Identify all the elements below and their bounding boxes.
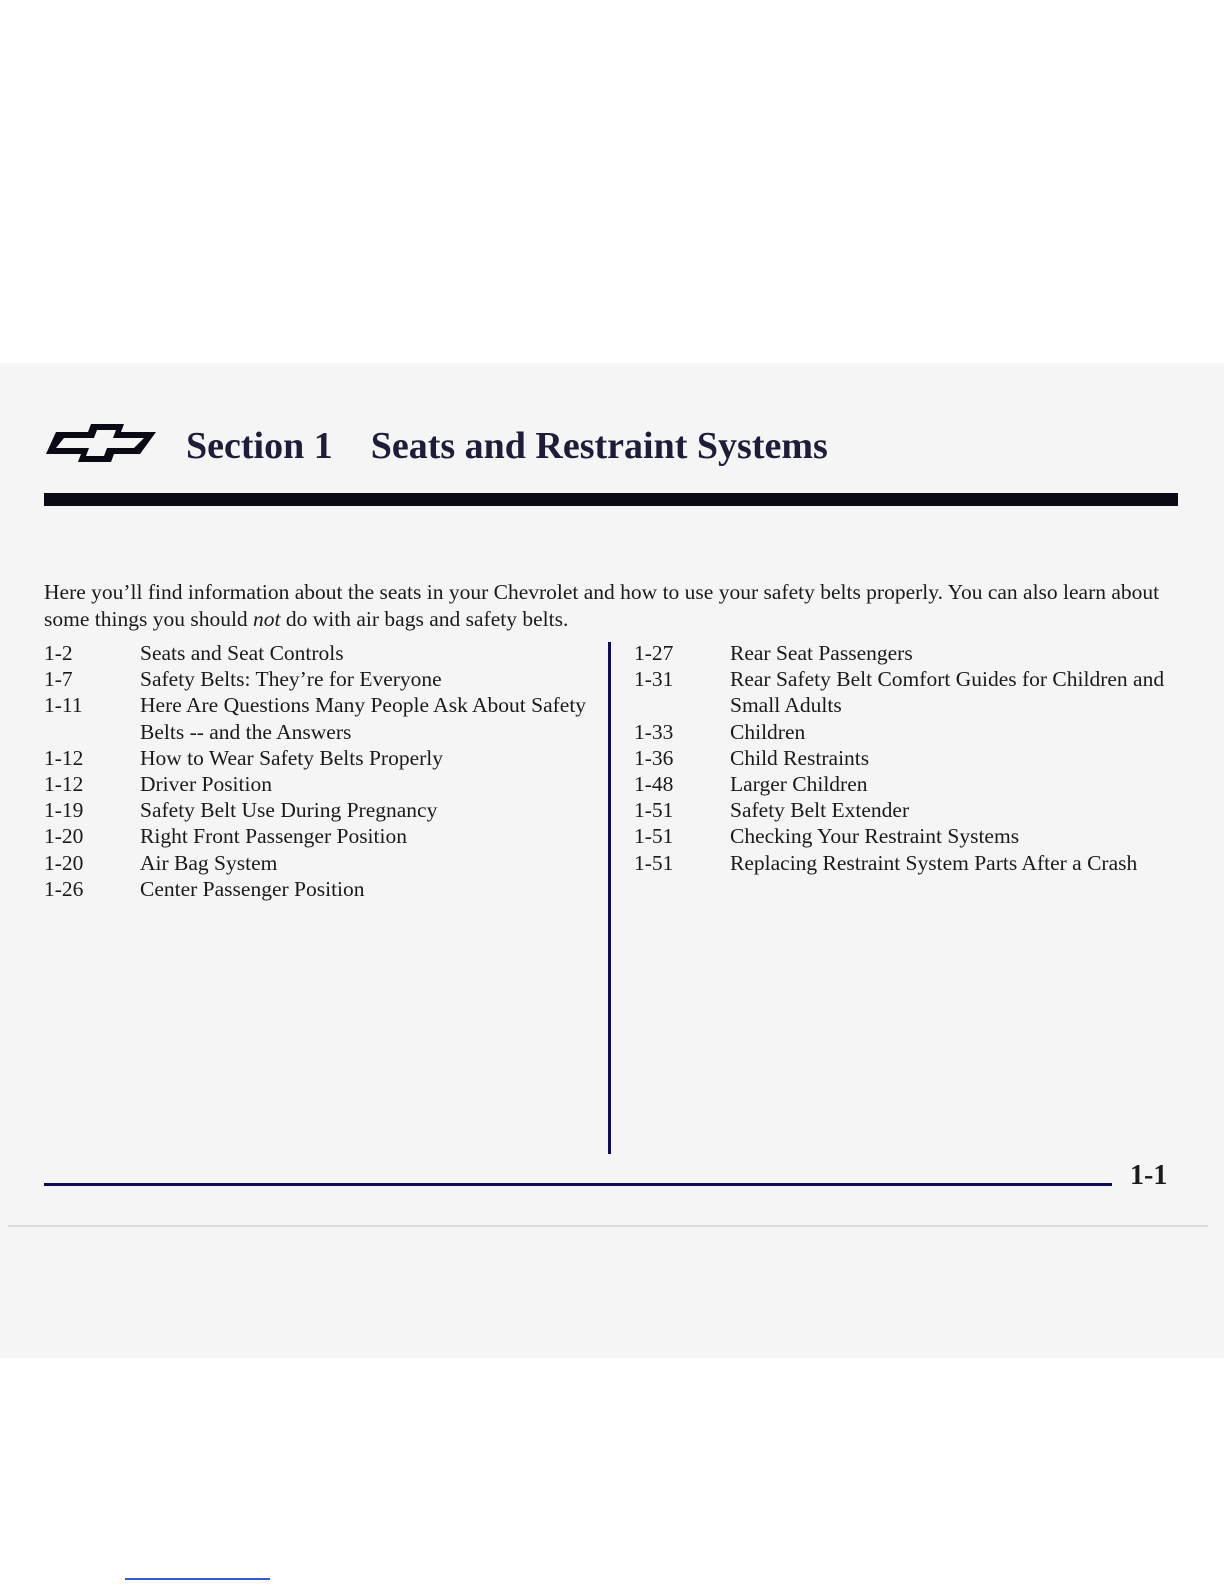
footer-rule (44, 1183, 1112, 1186)
toc-entry[interactable] (44, 692, 604, 744)
toc-entry-title: Checking Your Restraint Systems (730, 824, 1020, 849)
toc-page-number: 1-2 (44, 641, 73, 665)
intro-emphasis: not (253, 606, 281, 631)
toc-entry[interactable] (634, 666, 1194, 718)
title-rule (44, 493, 1178, 506)
section-header (44, 418, 828, 474)
toc-entry-title: Rear Seat Passengers (730, 641, 913, 665)
toc-entry[interactable] (44, 640, 604, 666)
toc-entry-title: Larger Children (730, 772, 868, 797)
toc-page-number: 1-20 (44, 850, 84, 875)
toc-page-number: 1-12 (44, 772, 84, 797)
chevrolet-bowtie-icon (44, 422, 158, 470)
toc-entry[interactable] (634, 850, 1194, 876)
toc-entry-title: Replacing Restraint System Parts After a Crash (730, 850, 1138, 875)
toc-entry-title: Safety Belt Use During Pregnancy (140, 798, 438, 823)
toc-entry[interactable] (44, 771, 604, 797)
column-divider (608, 642, 611, 1154)
toc-left-column (44, 640, 604, 902)
link-underline (125, 1578, 270, 1580)
toc-entry-title: Here Are Questions Many People Ask About Safety Belts -- and the Answers (140, 693, 587, 744)
toc-page-number: 1-51 (634, 798, 674, 823)
toc-entry-title: How to Wear Safety Belts Properly (140, 745, 443, 770)
toc-entry-title: Child Restraints (730, 745, 870, 770)
toc-page-number: 1-12 (44, 745, 84, 770)
toc-entry[interactable] (634, 745, 1194, 771)
page-title: Seats and Restraint Systems (370, 425, 828, 467)
toc-page-number: 1-27 (634, 641, 674, 665)
toc-page-number: 1-7 (44, 667, 73, 692)
toc-entry-title: Safety Belt Extender (730, 798, 910, 823)
toc-entry[interactable] (44, 876, 604, 902)
toc-page-number: 1-26 (44, 876, 84, 901)
toc-entry-title: Center Passenger Position (140, 876, 365, 901)
toc-entry[interactable] (44, 797, 604, 823)
toc-page-number: 1-48 (634, 772, 674, 797)
toc-right-column (634, 640, 1194, 876)
toc-entry[interactable] (634, 719, 1194, 745)
toc-entry-title: Seats and Seat Controls (140, 641, 344, 665)
toc-entry[interactable] (634, 640, 1194, 666)
toc-entry[interactable] (44, 745, 604, 771)
toc-page-number: 1-31 (634, 667, 674, 692)
toc-entry[interactable] (44, 666, 604, 692)
toc-entry-title: Rear Safety Belt Comfort Guides for Children and Small Adults (730, 667, 1165, 718)
toc-page-number: 1-19 (44, 798, 84, 823)
toc-entry-title: Safety Belts: They’re for Everyone (140, 667, 442, 692)
section-label: Section 1 (186, 425, 333, 467)
toc-page-number: 1-11 (44, 693, 83, 718)
toc-entry[interactable] (634, 823, 1194, 849)
toc-entry[interactable] (44, 823, 604, 849)
toc-page-number: 1-33 (634, 719, 674, 744)
toc-entry[interactable] (634, 797, 1194, 823)
scan-divider (8, 1225, 1208, 1227)
intro-paragraph (44, 579, 1184, 633)
toc-entry-title: Children (730, 719, 806, 744)
toc-page-number: 1-20 (44, 824, 84, 849)
toc-entry-title: Driver Position (140, 772, 272, 797)
intro-text-before: Here you’ll find information about the seats in your Chevrolet and how to use your safety belts properly. You can also learn about some things you should (44, 579, 1160, 631)
toc-page-number: 1-51 (634, 850, 674, 875)
toc-entry[interactable] (44, 850, 604, 876)
toc-page-number: 1-36 (634, 745, 674, 770)
toc-entry-title: Air Bag System (140, 850, 278, 875)
toc-page-number: 1-51 (634, 824, 674, 849)
toc-entry[interactable] (634, 771, 1194, 797)
toc-entry-title: Right Front Passenger Position (140, 824, 407, 849)
intro-text-after: do with air bags and safety belts. (280, 606, 569, 631)
page-number: 1-1 (1130, 1160, 1168, 1191)
